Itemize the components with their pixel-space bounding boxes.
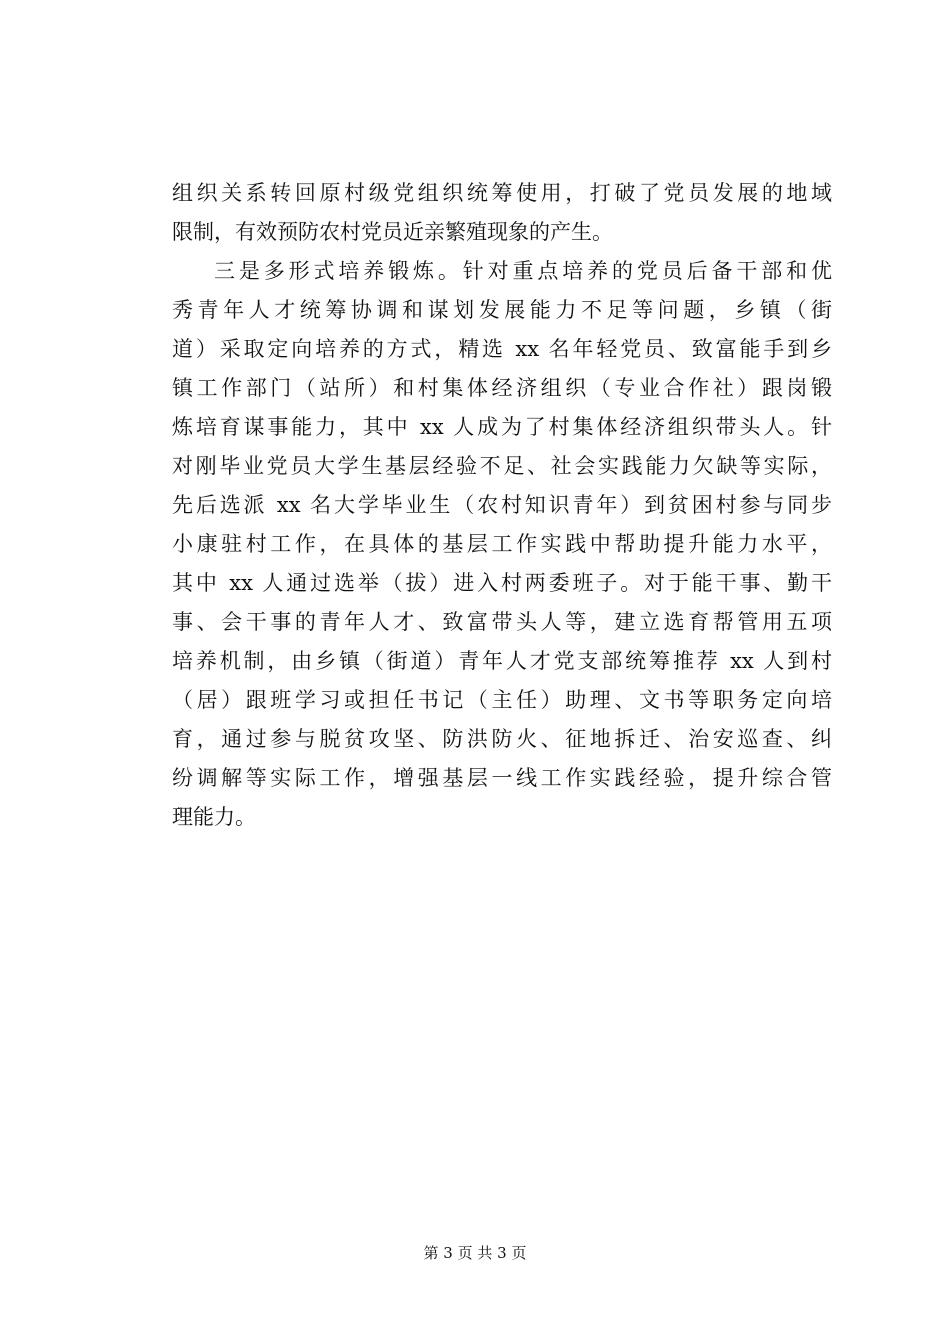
body-line: 秀青年人才统筹协调和谋划发展能力不足等问题，乡镇（街 bbox=[172, 298, 832, 322]
body-line: 对刚毕业党员大学生基层经验不足、社会实践能力欠缺等实际， bbox=[172, 454, 832, 478]
body-line: 理能力。 bbox=[172, 805, 256, 829]
page-number-label: 第 3 页 共 3 页 bbox=[423, 1244, 527, 1262]
body-line: 先后选派 xx 名大学毕业生（农村知识青年）到贫困村参与同步 bbox=[172, 493, 832, 517]
body-line: 培养机制，由乡镇（街道）青年人才党支部统筹推荐 xx 人到村 bbox=[172, 649, 832, 673]
body-line: 其中 xx 人通过选举（拔）进入村两委班子。对于能干事、勤干 bbox=[172, 571, 832, 595]
body-line: 炼培育谋事能力，其中 xx 人成为了村集体经济组织带头人。针 bbox=[172, 415, 832, 439]
body-line: 事、会干事的青年人才、致富带头人等，建立选育帮管用五项 bbox=[172, 610, 832, 634]
body-line: 道）采取定向培养的方式，精选 xx 名年轻党员、致富能手到乡 bbox=[172, 337, 832, 361]
document-body bbox=[172, 174, 832, 837]
body-line: 育，通过参与脱贫攻坚、防洪防火、征地拆迁、治安巡查、纠 bbox=[172, 727, 832, 751]
paragraph-start-line: 三是多形式培养锻炼。针对重点培养的党员后备干部和优 bbox=[214, 259, 832, 283]
body-line: （居）跟班学习或担任书记（主任）助理、文书等职务定向培 bbox=[172, 688, 832, 712]
body-line: 小康驻村工作，在具体的基层工作实践中帮助提升能力水平， bbox=[172, 532, 832, 556]
body-line: 限制，有效预防农村党员近亲繁殖现象的产生。 bbox=[172, 220, 613, 244]
body-line: 组织关系转回原村级党组织统筹使用，打破了党员发展的地域 bbox=[172, 181, 832, 205]
body-line: 镇工作部门（站所）和村集体经济组织（专业合作社）跟岗锻 bbox=[172, 376, 832, 400]
body-line: 纷调解等实际工作，增强基层一线工作实践经验，提升综合管 bbox=[172, 766, 832, 790]
page-footer bbox=[0, 1242, 950, 1264]
